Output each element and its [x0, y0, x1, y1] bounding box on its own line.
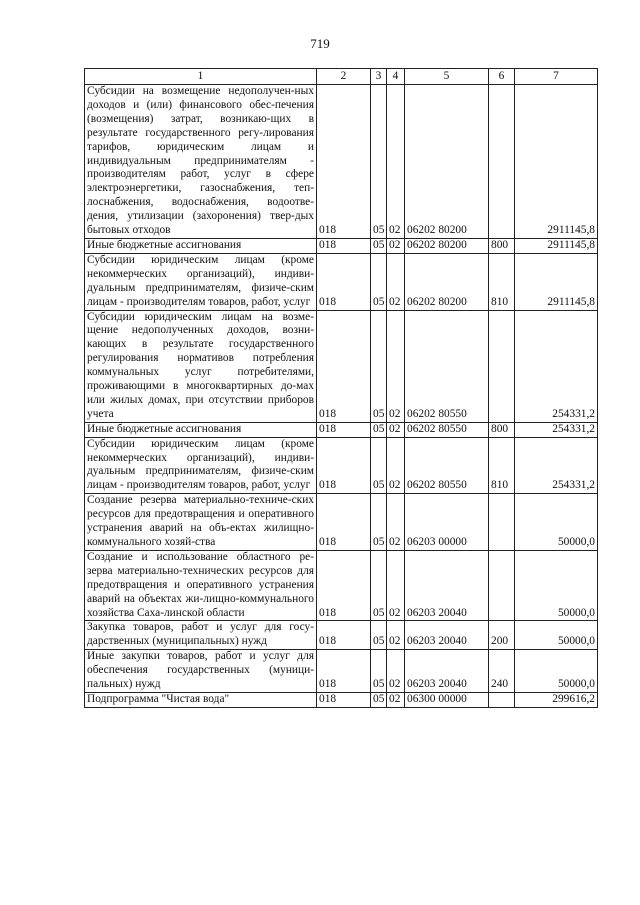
column-header: 7	[515, 69, 598, 85]
target-article-code: 06203 20040	[405, 621, 489, 650]
target-article-code: 06202 80200	[405, 85, 489, 239]
target-article-code: 06203 00000	[405, 494, 489, 551]
expense-type-code	[489, 310, 515, 422]
expense-type-code: 810	[489, 437, 515, 494]
subsection-code: 02	[387, 238, 405, 253]
section-code: 05	[371, 85, 387, 239]
table-row	[85, 650, 598, 693]
subsection-code: 02	[387, 310, 405, 422]
amount: 299616,2	[515, 692, 598, 707]
amount: 50000,0	[515, 621, 598, 650]
expense-type-code	[489, 692, 515, 707]
row-name: Субсидии на возмещение недополучен-ных доходов и (или) финансового обес-печения (возмещения) затрат, возникаю-щих в результате государственного регу-лирования тарифов, юридическим лицам и индивидуальным предпринимателям - производителям работ, услуг в сфере электроэнергетики, газоснабжения, теп-лоснабжения, водоснабжения, водоотве-дения, утилизации (захоронения) твер-дых бытовых отходов	[85, 85, 317, 239]
ministry-code: 018	[317, 422, 371, 437]
expense-type-code: 810	[489, 253, 515, 310]
expense-type-code: 200	[489, 621, 515, 650]
amount: 2911145,8	[515, 85, 598, 239]
expense-type-code: 800	[489, 238, 515, 253]
ministry-code: 018	[317, 494, 371, 551]
target-article-code: 06300 00000	[405, 692, 489, 707]
row-name: Субсидии юридическим лицам (кроме некоммерческих организаций), индиви-дуальным предпринимателям, физиче-ским лицам - производителям товаров, работ, услуг	[85, 437, 317, 494]
section-code: 05	[371, 494, 387, 551]
ministry-code: 018	[317, 650, 371, 693]
expense-type-code	[489, 85, 515, 239]
section-code: 05	[371, 692, 387, 707]
section-code: 05	[371, 310, 387, 422]
table-row	[85, 85, 598, 239]
table-row	[85, 310, 598, 422]
section-code: 05	[371, 437, 387, 494]
subsection-code: 02	[387, 422, 405, 437]
section-code: 05	[371, 422, 387, 437]
row-name: Иные бюджетные ассигнования	[85, 238, 317, 253]
subsection-code: 02	[387, 253, 405, 310]
amount: 254331,2	[515, 437, 598, 494]
subsection-code: 02	[387, 550, 405, 621]
column-header: 6	[489, 69, 515, 85]
expense-type-code: 240	[489, 650, 515, 693]
target-article-code: 06202 80200	[405, 253, 489, 310]
subsection-code: 02	[387, 494, 405, 551]
row-name: Создание резерва материально-техниче-ских ресурсов для предотвращения и оперативного устранения аварий на объ-ектах жилищно-коммунального хозяй-ства	[85, 494, 317, 551]
row-name: Подпрограмма "Чистая вода"	[85, 692, 317, 707]
row-name: Субсидии юридическим лицам на возме-щение недополученных доходов, возни-кающих в результате государственного регулирования нормативов потребления коммунальных услуг потребителями, проживающими в многоквартирных до-мах или жилых домах, при отсутствии приборов учета	[85, 310, 317, 422]
column-header: 3	[371, 69, 387, 85]
target-article-code: 06202 80550	[405, 437, 489, 494]
row-name: Иные закупки товаров, работ и услуг для обеспечения государственных (муници-пальных) нужд	[85, 650, 317, 693]
table-row	[85, 621, 598, 650]
subsection-code: 02	[387, 650, 405, 693]
table-row	[85, 692, 598, 707]
subsection-code: 02	[387, 692, 405, 707]
table-row	[85, 437, 598, 494]
section-code: 05	[371, 650, 387, 693]
table-row	[85, 422, 598, 437]
expense-type-code	[489, 550, 515, 621]
row-name: Субсидии юридическим лицам (кроме некоммерческих организаций), индиви-дуальным предпринимателям, физиче-ским лицам - производителям товаров, работ, услуг	[85, 253, 317, 310]
expense-type-code	[489, 494, 515, 551]
ministry-code: 018	[317, 310, 371, 422]
ministry-code: 018	[317, 85, 371, 239]
amount: 254331,2	[515, 310, 598, 422]
amount: 50000,0	[515, 550, 598, 621]
target-article-code: 06203 20040	[405, 550, 489, 621]
amount: 50000,0	[515, 650, 598, 693]
subsection-code: 02	[387, 85, 405, 239]
section-code: 05	[371, 621, 387, 650]
amount: 50000,0	[515, 494, 598, 551]
page-number: 719	[310, 36, 330, 51]
column-header: 5	[405, 69, 489, 85]
target-article-code: 06203 20040	[405, 650, 489, 693]
row-name: Закупка товаров, работ и услуг для госу-дарственных (муниципальных) нужд	[85, 621, 317, 650]
amount: 2911145,8	[515, 238, 598, 253]
expense-type-code: 800	[489, 422, 515, 437]
section-code: 05	[371, 550, 387, 621]
ministry-code: 018	[317, 621, 371, 650]
row-name: Иные бюджетные ассигнования	[85, 422, 317, 437]
table-row	[85, 238, 598, 253]
header-row	[85, 69, 598, 85]
column-header: 4	[387, 69, 405, 85]
table-row	[85, 494, 598, 551]
ministry-code: 018	[317, 253, 371, 310]
subsection-code: 02	[387, 437, 405, 494]
budget-table	[84, 68, 598, 708]
target-article-code: 06202 80200	[405, 238, 489, 253]
row-name: Создание и использование областного ре-зерва материально-технических ресурсов для предотвращения и оперативного устранения аварий на объектах жи-лищно-коммунального хозяйства Саха-линской области	[85, 550, 317, 621]
section-code: 05	[371, 238, 387, 253]
ministry-code: 018	[317, 692, 371, 707]
target-article-code: 06202 80550	[405, 310, 489, 422]
target-article-code: 06202 80550	[405, 422, 489, 437]
subsection-code: 02	[387, 621, 405, 650]
ministry-code: 018	[317, 550, 371, 621]
column-header: 1	[85, 69, 317, 85]
table-row	[85, 253, 598, 310]
amount: 254331,2	[515, 422, 598, 437]
section-code: 05	[371, 253, 387, 310]
column-header: 2	[317, 69, 371, 85]
amount: 2911145,8	[515, 253, 598, 310]
ministry-code: 018	[317, 437, 371, 494]
table-row	[85, 550, 598, 621]
ministry-code: 018	[317, 238, 371, 253]
